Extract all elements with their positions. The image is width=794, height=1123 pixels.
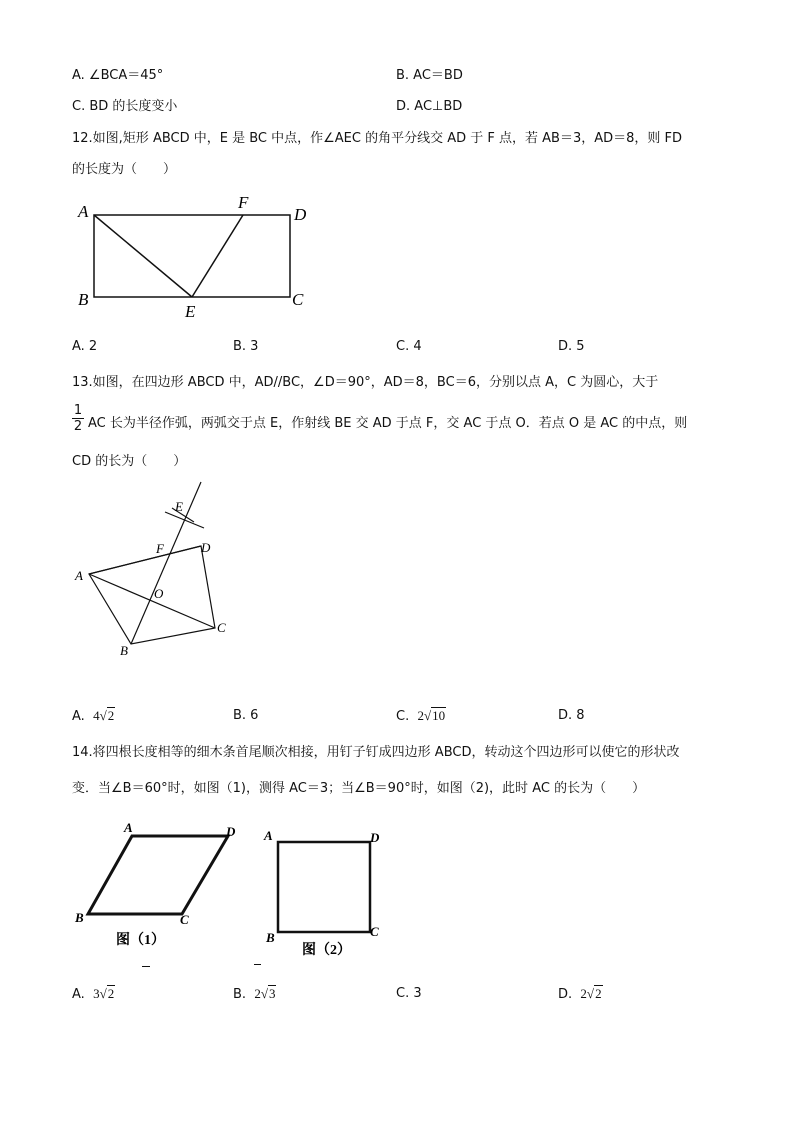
q14-option-c: C. 3 (396, 986, 422, 1001)
q14-fig2-caption: 图（2） (302, 943, 351, 958)
q14-option-a: A. 3√2 (72, 986, 115, 1002)
q14-option-d: D. 2√2 (558, 986, 602, 1002)
q12-label-c: C (292, 290, 304, 309)
q11-option-c: C. BD 的长度变小 (72, 99, 178, 114)
q13-quadrilateral-figure (70, 478, 240, 660)
scan-mark-1 (142, 966, 150, 967)
q14-figure-2-square (258, 822, 398, 962)
q12-label-f: F (238, 193, 249, 212)
q13-label-o: O (154, 586, 164, 601)
q13-label-d: D (201, 540, 211, 555)
q14-fig1-label-c: C (180, 912, 189, 927)
q12-option-d: D. 5 (558, 339, 585, 354)
q12-stem-line2: 的长度为（ ） (72, 162, 177, 177)
q13-label-a: A (75, 568, 83, 583)
q13-fraction-numerator: 1 (73, 403, 83, 418)
scan-mark-2 (254, 964, 261, 965)
q14-fig2-label-b: B (266, 930, 275, 945)
q12-segment-ae (94, 215, 192, 297)
q13-label-e: E (175, 499, 183, 514)
q12-option-b: B. 3 (233, 339, 259, 354)
q13-option-b: B. 6 (233, 708, 259, 723)
q13-option-a: A. 4√2 (72, 708, 115, 724)
q13-ray-be (131, 482, 201, 644)
q12-rect-abcd (94, 215, 290, 297)
q12-stem-line1: 12.如图,矩形 ABCD 中，E 是 BC 中点，作∠AEC 的角平分线交 AD 于 F 点，若 AB＝3，AD＝8，则 FD (72, 131, 683, 146)
q14-figure-1-rhombus (70, 816, 250, 958)
q13-fraction-denominator: 2 (73, 419, 83, 434)
q13-diagonal-ac (89, 574, 215, 628)
q13-arc-mark-1 (165, 512, 204, 528)
q14-stem-line1: 14.将四根长度相等的细木条首尾顺次相接，用钉子钉成四边形 ABCD，转动这个四边形可以使它的形状改 (72, 745, 680, 760)
q14-fig2-label-c: C (370, 924, 379, 939)
q12-option-a: A. 2 (72, 339, 98, 354)
q13-side-ad (89, 546, 201, 574)
q13-label-c: C (217, 620, 226, 635)
q13-stem-line2: AC 长为半径作弧，两弧交于点 E，作射线 BE 交 AD 于点 F，交 AC 于点 O．若点 O 是 AC 的中点，则 (88, 416, 688, 431)
q13-label-f: F (156, 541, 164, 556)
q12-label-e: E (185, 302, 196, 320)
q14-fig1-caption: 图（1） (116, 933, 165, 948)
q14-fig2-square (278, 842, 370, 932)
q14-fig2-label-d: D (370, 830, 380, 845)
q13-option-d: D. 8 (558, 708, 585, 723)
q13-stem-line3: CD 的长为（ ） (72, 454, 187, 469)
q14-fig2-label-a: A (264, 828, 273, 843)
q12-option-c: C. 4 (396, 339, 422, 354)
q11-option-a: A. ∠BCA＝45° (72, 68, 164, 83)
q13-label-b: B (120, 643, 128, 658)
q11-option-d: D. AC⊥BD (396, 99, 463, 114)
q12-segment-ef (192, 215, 243, 297)
q12-label-b: B (78, 290, 89, 309)
q14-fig1-label-a: A (124, 820, 133, 835)
q12-label-a: A (78, 202, 89, 221)
q12-rectangle-figure (70, 190, 320, 320)
q11-option-b: B. AC＝BD (396, 68, 463, 83)
q14-fig1-rhombus (88, 836, 228, 914)
q13-option-c: C. 2√10 (396, 708, 446, 724)
q14-fig1-label-d: D (226, 824, 236, 839)
q13-stem-line1: 13.如图，在四边形 ABCD 中，AD//BC，∠D＝90°，AD＝8，BC＝6，分别以点 A，C 为圆心，大于 (72, 375, 659, 390)
q14-stem-line2: 变．当∠B＝60°时，如图（1)，测得 AC＝3；当∠B＝90°时，如图（2)，此时 AC 的长为（ ） (72, 781, 646, 796)
q12-label-d: D (294, 205, 307, 224)
q14-fig1-label-b: B (75, 910, 84, 925)
q14-option-b: B. 2√3 (233, 986, 276, 1002)
